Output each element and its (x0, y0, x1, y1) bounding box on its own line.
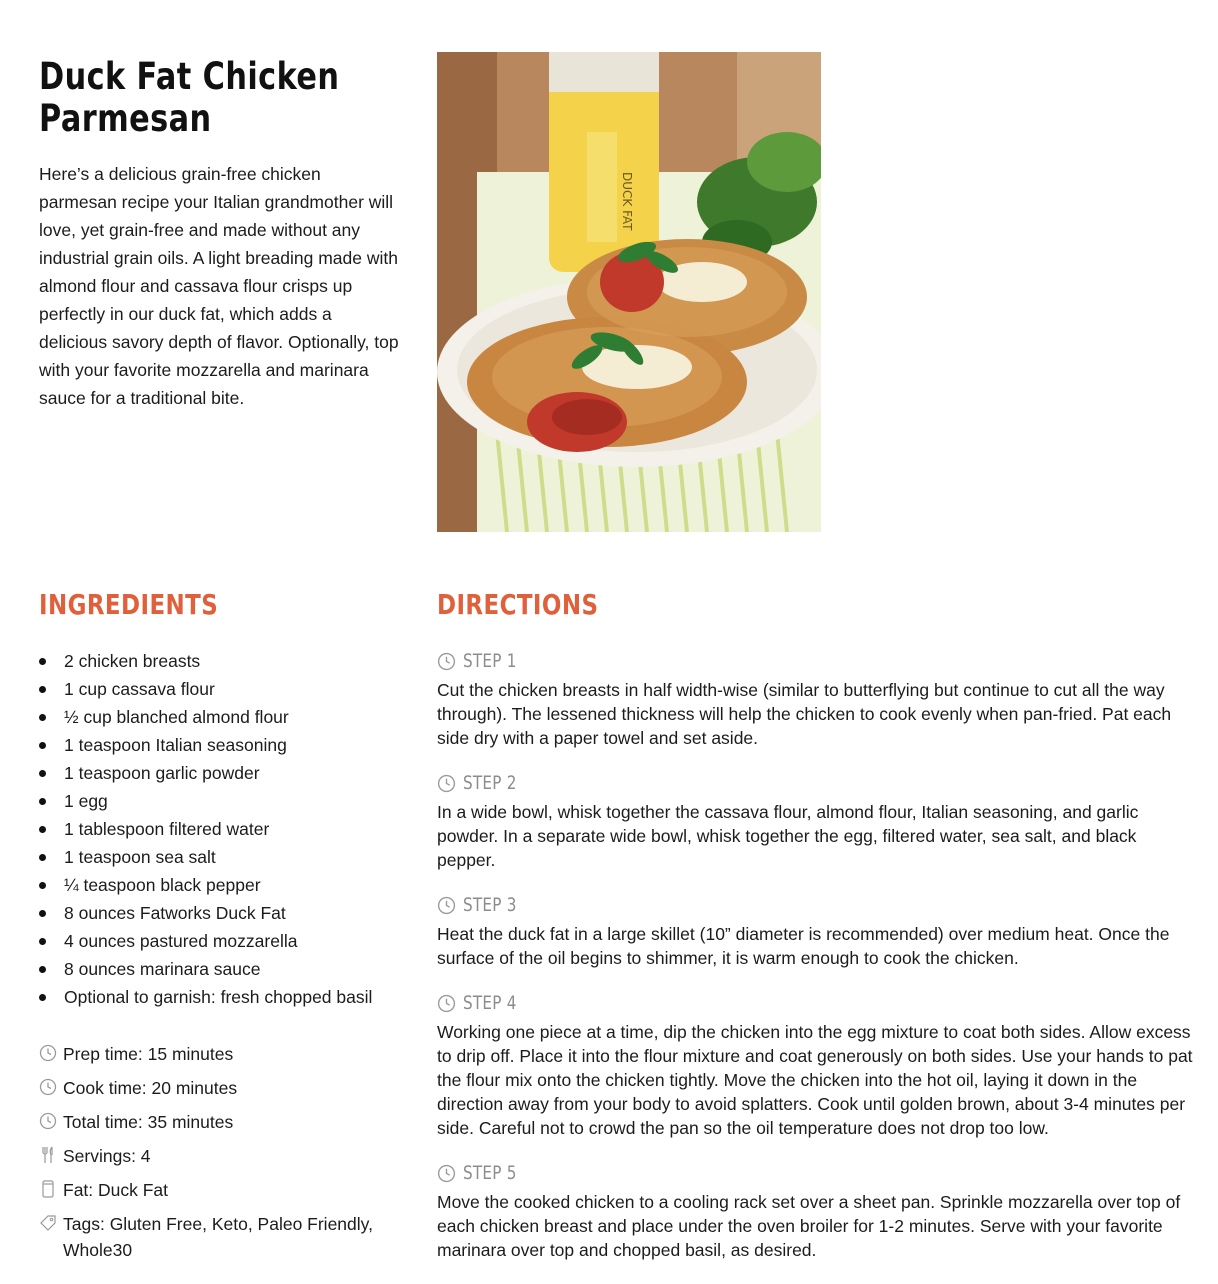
bullet-icon (39, 882, 46, 889)
bullet-icon (39, 826, 46, 833)
clock-icon (39, 1044, 57, 1062)
ingredient-item (39, 759, 409, 787)
bullet-icon (39, 770, 46, 777)
ingredient-item (39, 787, 409, 815)
prep-time (39, 1041, 399, 1067)
step-text: Working one piece at a time, dip the chicken into the egg mixture to coat both sides. Allow excess to drip off. Place it into the flour mixture and coat generously on both sides. Use your hands to pat the flour mix onto the chicken tightly. Move the chicken into the hot oil, laying it down in the direction away from your body to avoid splatters. Cook until golden brown, about 3-4 minutes per side. Careful not to crowd the pan so the oil temperature does not drop too low. (437, 1022, 1193, 1138)
ingredient-text: 1 teaspoon garlic powder (64, 763, 260, 783)
step-label-text: STEP 3 (463, 894, 517, 916)
servings (39, 1143, 399, 1169)
utensils-icon (39, 1146, 57, 1164)
fat-type (39, 1177, 399, 1203)
ingredient-item (39, 871, 409, 899)
recipe-meta (39, 1041, 399, 1271)
bullet-icon (39, 686, 46, 693)
step-label (437, 1160, 1199, 1186)
bullet-icon (39, 714, 46, 721)
ingredient-text: 1 teaspoon Italian seasoning (64, 735, 287, 755)
ingredients-heading: INGREDIENTS (39, 588, 219, 621)
bullet-icon (39, 798, 46, 805)
ingredient-text: ½ cup blanched almond flour (64, 707, 289, 727)
clock-icon (437, 896, 456, 915)
step-label-text: STEP 2 (463, 772, 517, 794)
clock-icon (39, 1078, 57, 1096)
step-label-text: STEP 1 (463, 650, 517, 672)
ingredient-item (39, 983, 409, 1011)
ingredient-item (39, 843, 409, 871)
ingredient-item (39, 899, 409, 927)
step-text: Cut the chicken breasts in half width-wise (similar to butterflying but continue to cut all the way through). The lessened thickness will help the chicken to cook evenly when pan-fried. Pat each side dry with a paper towel and set aside. (437, 680, 1172, 748)
step-label (437, 770, 1199, 796)
ingredient-item (39, 731, 409, 759)
ingredient-text: 8 ounces Fatworks Duck Fat (64, 903, 286, 923)
clock-icon (39, 1112, 57, 1130)
total-time-text: Total time: 35 minutes (63, 1112, 234, 1132)
direction-step (437, 648, 1199, 750)
step-label (437, 990, 1199, 1016)
tag-icon (39, 1214, 57, 1232)
directions-heading: DIRECTIONS (437, 588, 599, 621)
bullet-icon (39, 910, 46, 917)
step-text: Move the cooked chicken to a cooling rack set over a sheet pan. Sprinkle mozzarella over top of each chicken breast and place under the oven broiler for 1-2 minutes. Serve with your favorite marinara over top and chopped basil, as desired. (437, 1192, 1181, 1260)
bullet-icon (39, 938, 46, 945)
ingredient-item (39, 955, 409, 983)
ingredient-item (39, 927, 409, 955)
direction-step (437, 990, 1199, 1140)
clock-icon (437, 774, 456, 793)
recipe-photo (437, 52, 821, 532)
ingredient-item (39, 675, 409, 703)
ingredient-text: 1 egg (64, 791, 108, 811)
prep-time-text: Prep time: 15 minutes (63, 1044, 234, 1064)
tags (39, 1211, 399, 1263)
direction-step (437, 1160, 1199, 1262)
ingredient-text: 1 tablespoon filtered water (64, 819, 270, 839)
directions-list (437, 648, 1199, 1282)
clock-icon (437, 994, 456, 1013)
ingredient-text: 8 ounces marinara sauce (64, 959, 261, 979)
ingredient-text: ¼ teaspoon black pepper (64, 875, 261, 895)
ingredient-item (39, 815, 409, 843)
cook-time-text: Cook time: 20 minutes (63, 1078, 238, 1098)
step-label-text: STEP 4 (463, 992, 517, 1014)
bullet-icon (39, 658, 46, 665)
ingredient-text: 2 chicken breasts (64, 651, 201, 671)
ingredient-text: 1 cup cassava flour (64, 679, 215, 699)
bullet-icon (39, 966, 46, 973)
recipe-title: Duck Fat Chicken Parmesan (39, 55, 340, 140)
bullet-icon (39, 994, 46, 1001)
jar-icon (39, 1180, 57, 1198)
ingredient-text: Optional to garnish: fresh chopped basil (64, 987, 373, 1007)
step-text: Heat the duck fat in a large skillet (10” diameter is recommended) over medium heat. Once the surface of the oil begins to shimmer, it is warm enough to cook the chicken. (437, 924, 1170, 968)
servings-text: Servings: 4 (63, 1146, 151, 1166)
bullet-icon (39, 854, 46, 861)
ingredient-text: 4 ounces pastured mozzarella (64, 931, 298, 951)
ingredient-text: 1 teaspoon sea salt (64, 847, 216, 867)
ingredients-list (39, 647, 409, 1011)
bullet-icon (39, 742, 46, 749)
step-text: In a wide bowl, whisk together the cassava flour, almond flour, Italian seasoning, and garlic powder. In a separate wide bowl, whisk together the egg, filtered water, sea salt, and black pepper. (437, 802, 1139, 870)
fat-text: Fat: Duck Fat (63, 1180, 169, 1200)
total-time (39, 1109, 399, 1135)
clock-icon (437, 652, 456, 671)
direction-step (437, 892, 1199, 970)
ingredient-item (39, 703, 409, 731)
step-label-text: STEP 5 (463, 1162, 517, 1184)
direction-step (437, 770, 1199, 872)
cook-time (39, 1075, 399, 1101)
step-label (437, 892, 1199, 918)
jar-label: DUCK FAT (620, 172, 634, 231)
clock-icon (437, 1164, 456, 1183)
ingredient-item (39, 647, 409, 675)
tags-text: Tags: Gluten Free, Keto, Paleo Friendly, Whole30 (63, 1214, 373, 1260)
recipe-intro: Here’s a delicious grain-free chicken parmesan recipe your Italian grandmother will love, yet grain-free and made without any industrial grain oils. A light breading made with almond flour and cassava flour crisps up perfectly in our duck fat, which adds a delicious savory depth of flavor. Optionally, top with your favorite mozzarella and marinara sauce for a traditional bite. (39, 164, 399, 408)
step-label (437, 648, 1199, 674)
